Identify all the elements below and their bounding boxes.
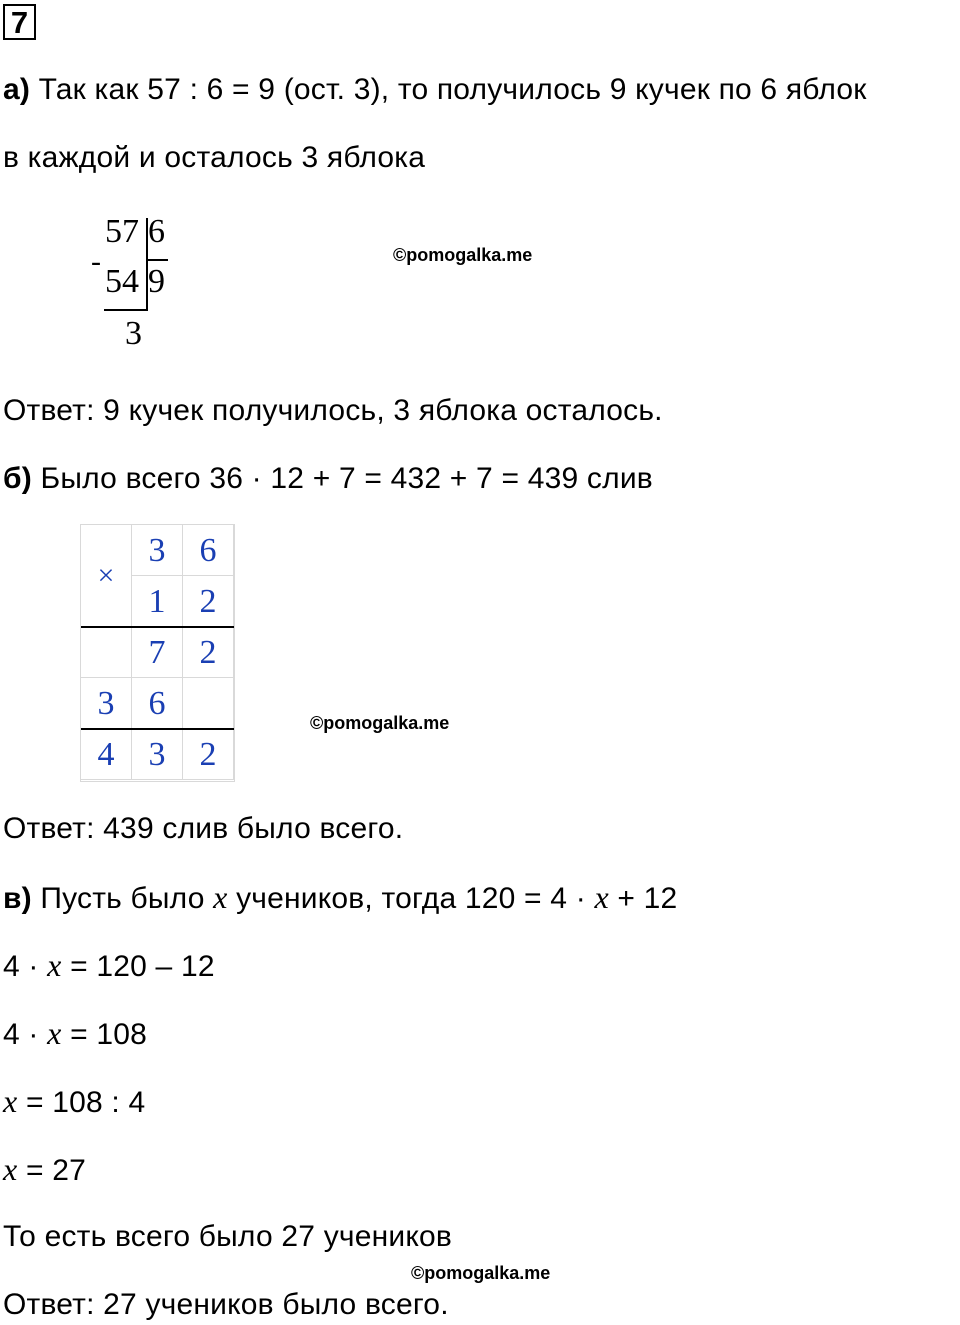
- grid-cell: 2: [183, 627, 234, 678]
- grid-cell: [183, 678, 234, 729]
- grid-cell: 6: [183, 525, 234, 576]
- part-b-label: б): [3, 462, 32, 495]
- part-c-intro-2: учеников, тогда 120 = 4 ·: [227, 882, 595, 915]
- part-a-statement: [3, 72, 867, 108]
- part-a-statement-cont: в каждой и осталось 3 яблока: [3, 141, 426, 174]
- part-c-label: в): [3, 882, 32, 915]
- multiply-sign: ×: [81, 525, 132, 627]
- grid-cell: 3: [132, 729, 183, 780]
- grid-cell: 3: [132, 525, 183, 576]
- part-c-intro-3: + 12: [608, 882, 678, 915]
- variable-x: x: [47, 1015, 62, 1051]
- variable-x: x: [3, 1151, 18, 1187]
- part-a-text-1: Так как 57 : 6 = 9 (ост. 3), то получилось 9 кучек по 6 яблок: [30, 73, 867, 106]
- variable-x: x: [47, 947, 62, 983]
- variable-x: x: [213, 879, 228, 915]
- grid-cell: 6: [132, 678, 183, 729]
- grid-cell: [81, 627, 132, 678]
- grid-cell: 2: [183, 729, 234, 780]
- watermark: ©pomogalka.me: [411, 1263, 551, 1283]
- part-b-answer: Ответ: 439 слив было всего.: [3, 812, 404, 845]
- part-b-text: Было всего 36 · 12 + 7 = 432 + 7 = 439 слив: [31, 462, 653, 495]
- part-a-answer: Ответ: 9 кучек получилось, 3 яблока осталось.: [3, 394, 663, 427]
- grid-product-line: [81, 626, 234, 628]
- step-rest: = 120 – 12: [61, 950, 215, 983]
- division-divisor: 6: [148, 213, 165, 250]
- part-c-statement: [3, 879, 677, 917]
- grid-cell: 7: [132, 627, 183, 678]
- division-remainder: 3: [125, 315, 142, 352]
- step-prefix: 4 ·: [3, 950, 48, 983]
- grid-sum-line: [81, 728, 234, 730]
- equation-step: [3, 1151, 86, 1189]
- division-vertical-bar: [146, 218, 148, 310]
- step-rest: = 27: [17, 1154, 86, 1187]
- task-number: 7: [3, 4, 36, 40]
- division-minus-sign: -: [91, 245, 101, 278]
- variable-x: x: [3, 1083, 18, 1119]
- division-subtrahend: 54: [105, 263, 139, 300]
- long-division: [88, 212, 178, 357]
- watermark: ©pomogalka.me: [310, 713, 450, 733]
- part-b-statement: [3, 461, 653, 497]
- watermark: ©pomogalka.me: [393, 245, 533, 265]
- division-dividend: 57: [105, 213, 139, 250]
- equation-step: [3, 1083, 145, 1121]
- part-a-label: а): [3, 73, 31, 106]
- part-c-intro-1: Пусть было: [31, 882, 214, 915]
- grid-cell: 4: [81, 729, 132, 780]
- step-rest: = 108 : 4: [17, 1086, 146, 1119]
- equation-step: [3, 1015, 147, 1053]
- division-quotient-bar: [146, 259, 168, 261]
- part-c-answer: Ответ: 27 учеников было всего.: [3, 1288, 449, 1321]
- division-quotient: 9: [148, 263, 165, 300]
- variable-x: x: [594, 879, 609, 915]
- division-result-bar: [104, 309, 148, 311]
- equation-step: [3, 947, 215, 985]
- part-c-conclusion: То есть всего было 27 учеников: [3, 1220, 453, 1253]
- multiplication-grid: [80, 524, 235, 782]
- grid-cell: 1: [132, 576, 183, 627]
- step-rest: = 108: [61, 1018, 148, 1051]
- step-prefix: 4 ·: [3, 1018, 48, 1051]
- grid-cell: 2: [183, 576, 234, 627]
- grid-cell: 3: [81, 678, 132, 729]
